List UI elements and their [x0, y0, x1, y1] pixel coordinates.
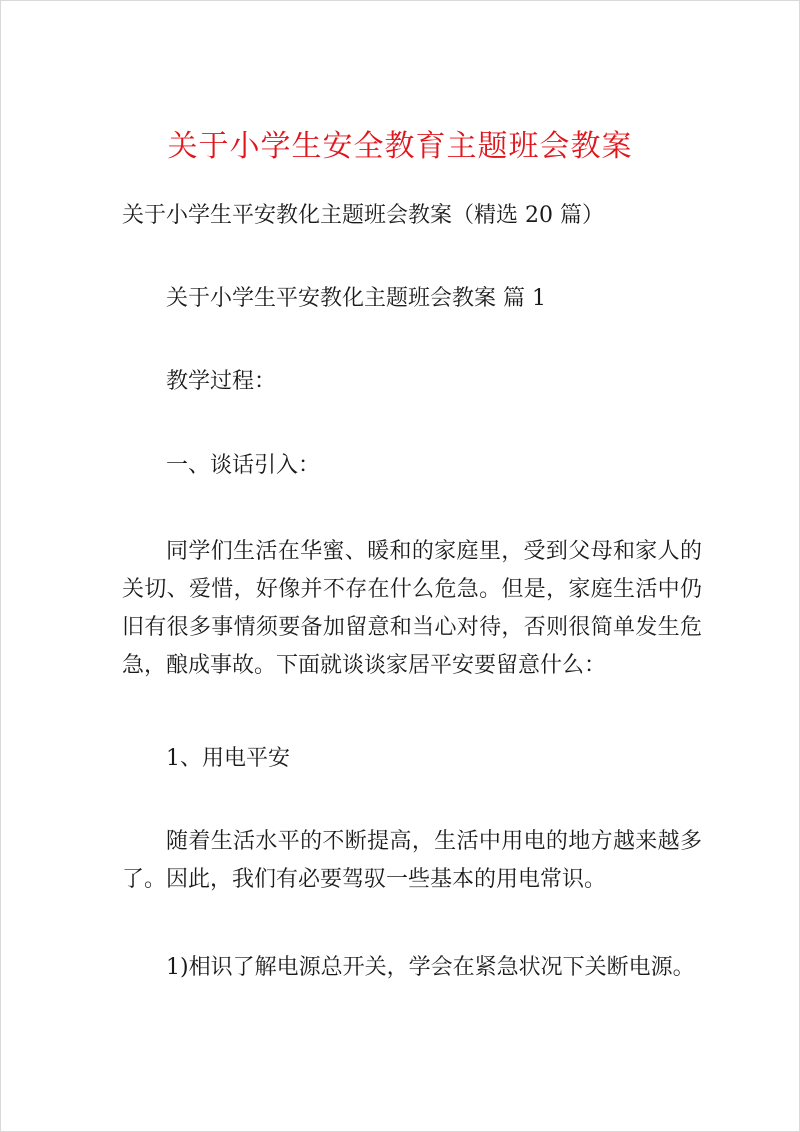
electric-paragraph: 随着生活水平的不断提高，生活中用电的地方越来越多了。因此，我们有必要驾驭一些基本的用电常识。	[122, 829, 702, 892]
item-one-heading: 1、用电平安	[166, 746, 290, 771]
document-title: 关于小学生安全教育主题班会教案	[167, 129, 633, 164]
intro-paragraph: 同学们生活在华蜜、暖和的家庭里，受到父母和家人的关切、爱惜，好像并不存在什么危急。但是，家庭生活中仍旧有很多事情须要备加留意和当心对待，否则很简单发生危急，酿成事故。下面就谈谈家居平安要留意什么：	[122, 539, 702, 678]
document-subtitle: 关于小学生平安教化主题班会教案（精选 20 篇）	[122, 203, 604, 228]
part-one-heading: 一、谈话引入：	[166, 453, 321, 478]
section-heading: 关于小学生平安教化主题班会教案 篇 1	[166, 286, 546, 311]
point-one: 1)相识了解电源总开关，学会在紧急状况下关断电源。	[166, 955, 695, 980]
process-label: 教学过程：	[166, 369, 277, 394]
